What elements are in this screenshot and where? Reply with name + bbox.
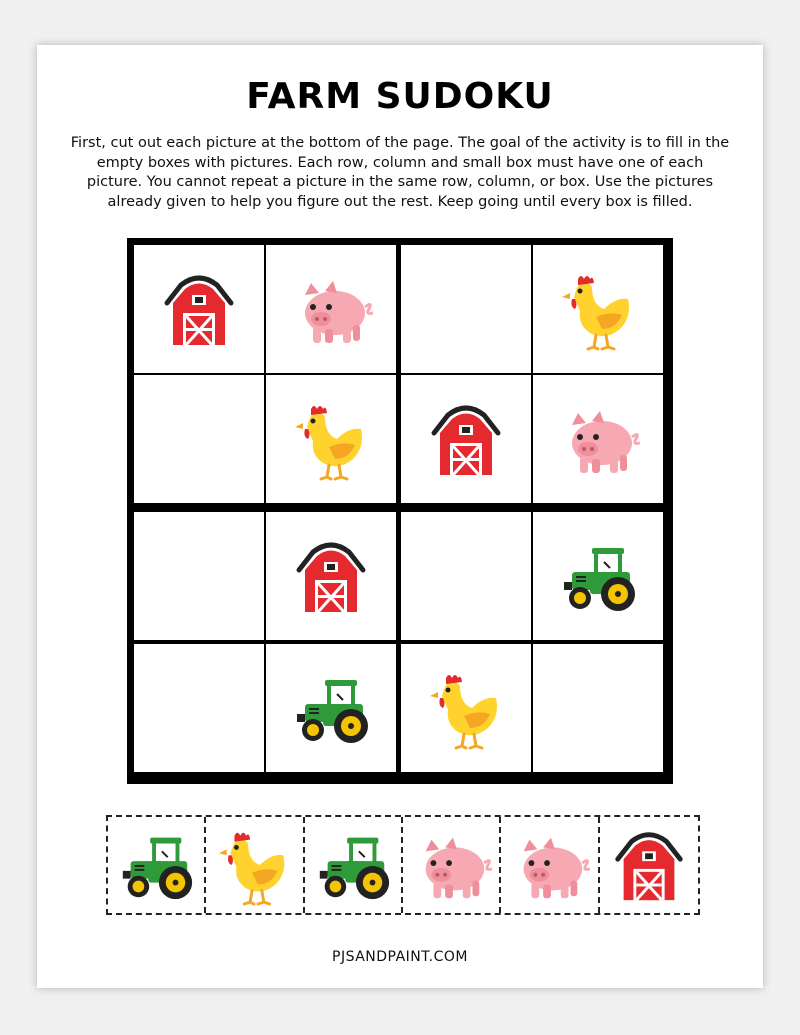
page-title: FARM SUDOKU	[246, 76, 554, 117]
grid-cell-1-4[interactable]	[533, 245, 663, 373]
tractor-icon	[115, 824, 197, 906]
cutout-piece-5[interactable]	[501, 817, 599, 913]
tractor-icon	[312, 824, 394, 906]
pig-icon	[556, 397, 640, 481]
grid-cell-4-4[interactable]	[533, 644, 663, 772]
pig-icon	[410, 824, 492, 906]
grid-cell-3-2[interactable]	[266, 512, 396, 640]
grid-cell-4-1[interactable]	[134, 644, 264, 772]
tractor-icon	[289, 666, 373, 750]
chicken-icon	[424, 666, 508, 750]
grid-cell-2-3[interactable]	[401, 375, 531, 503]
grid-cell-1-2[interactable]	[266, 245, 396, 373]
grid-cell-1-3[interactable]	[401, 245, 531, 373]
grid-cell-2-2[interactable]	[266, 375, 396, 503]
cutout-piece-6[interactable]	[600, 817, 698, 913]
grid-cell-4-2[interactable]	[266, 644, 396, 772]
cutout-piece-1[interactable]	[108, 817, 206, 913]
chicken-icon	[289, 397, 373, 481]
pig-icon	[289, 267, 373, 351]
grid-cell-3-1[interactable]	[134, 512, 264, 640]
chicken-icon	[556, 267, 640, 351]
barn-icon	[157, 267, 241, 351]
chicken-icon	[213, 824, 295, 906]
footer-website: PJSANDPAINT.COM	[332, 949, 468, 965]
cutout-strip	[106, 815, 700, 915]
barn-icon	[424, 397, 508, 481]
grid-cell-4-3[interactable]	[401, 644, 531, 772]
cutout-piece-4[interactable]	[403, 817, 501, 913]
barn-icon	[608, 824, 690, 906]
tractor-icon	[556, 534, 640, 618]
grid-cell-2-1[interactable]	[134, 375, 264, 503]
grid-cell-3-4[interactable]	[533, 512, 663, 640]
cutout-piece-2[interactable]	[206, 817, 304, 913]
sudoku-grid	[127, 238, 673, 784]
grid-cell-3-3[interactable]	[401, 512, 531, 640]
pig-icon	[508, 824, 590, 906]
cutout-piece-3[interactable]	[305, 817, 403, 913]
instructions-text: First, cut out each picture at the bottom of the page. The goal of the activity is to fill in the empty boxes with pictures. Each row, column and small box must have one of each picture. You cannot repeat a picture in the same row, column, or box. Use the pictures already given to help you figure out the rest. Keep going until every box is filled.	[70, 135, 730, 210]
grid-cell-2-4[interactable]	[533, 375, 663, 503]
grid-cell-1-1[interactable]	[134, 245, 264, 373]
barn-icon	[289, 534, 373, 618]
